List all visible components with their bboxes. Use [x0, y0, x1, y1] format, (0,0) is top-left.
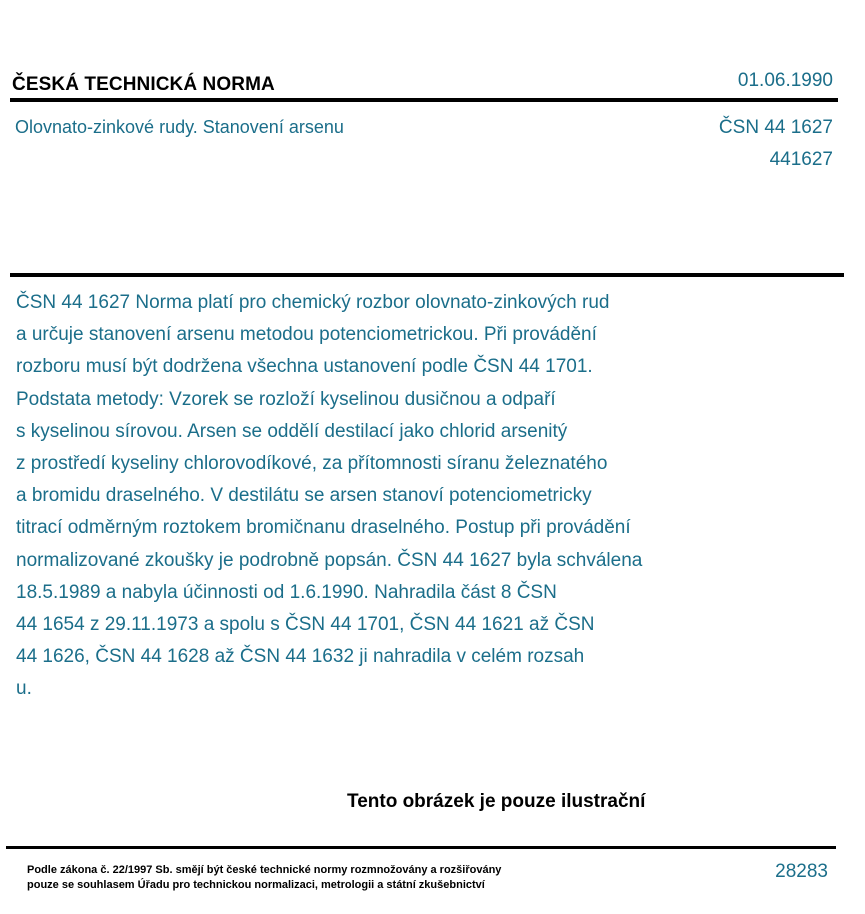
illustration-notice: Tento obrázek je pouze ilustrační	[347, 791, 646, 812]
abstract-line: rozboru musí být dodržena všechna ustanovení podle ČSN 44 1701.	[16, 356, 593, 378]
standard-date: 01.06.1990	[737, 70, 833, 91]
page-title: ČESKÁ TECHNICKÁ NORMA	[12, 74, 275, 95]
standard-abstract	[16, 287, 756, 706]
standard-classification: 441627	[769, 149, 833, 170]
legal-line: Podle zákona č. 22/1997 Sb. smějí být české technické normy rozmnožovány a rozšiřovány	[27, 864, 502, 876]
abstract-line: 44 1654 z 29.11.1973 a spolu s ČSN 44 1701, ČSN 44 1621 až ČSN	[16, 614, 595, 636]
abstract-line: z prostředí kyseliny chlorovodíkové, za přítomnosti síranu železnatého	[16, 453, 608, 475]
abstract-line: normalizované zkoušky je podrobně popsán. ČSN 44 1627 byla schválena	[16, 549, 643, 571]
standard-name: Olovnato-zinkové rudy. Stanovení arsenu	[15, 117, 344, 137]
abstract-line: a bromidu draselného. V destilátu se arsen stanoví potenciometricky	[16, 485, 592, 507]
abstract-line: ČSN 44 1627 Norma platí pro chemický rozbor olovnato-zinkových rud	[16, 292, 610, 313]
standard-code: ČSN 44 1627	[718, 117, 833, 138]
section-divider	[10, 273, 844, 277]
abstract-line: titrací odměrným roztokem bromičnanu draselného. Postup při provádění	[16, 517, 631, 539]
header-divider	[10, 98, 838, 102]
legal-notice	[27, 863, 501, 893]
abstract-line: 18.5.1989 a nabyla účinnosti od 1.6.1990. Nahradila část 8 ČSN	[16, 581, 557, 603]
document-number: 28283	[775, 861, 828, 882]
abstract-line: 44 1626, ČSN 44 1628 až ČSN 44 1632 ji nahradila v celém rozsah	[16, 646, 585, 668]
footer-divider	[6, 846, 836, 849]
abstract-line: s kyselinou sírovou. Arsen se oddělí destilací jako chlorid arsenitý	[16, 420, 568, 442]
abstract-line: u.	[16, 678, 32, 700]
abstract-line: Podstata metody: Vzorek se rozloží kyselinou dusičnou a odpaří	[16, 388, 556, 410]
abstract-line: a určuje stanovení arsenu metodou potenciometrickou. Při provádění	[16, 324, 597, 346]
legal-line: pouze se souhlasem Úřadu pro technickou normalizaci, metrologii a státní zkušebnictví	[27, 879, 485, 891]
